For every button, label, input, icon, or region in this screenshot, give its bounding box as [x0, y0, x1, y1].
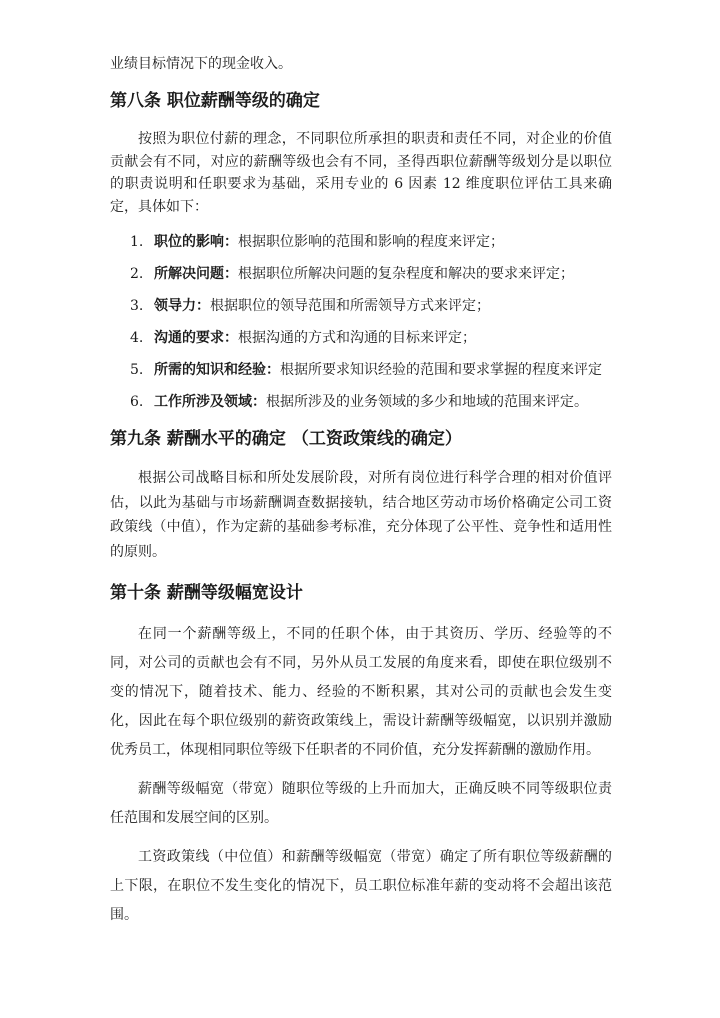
list-item-term: 沟通的要求：	[154, 330, 238, 346]
section-article-10	[110, 580, 612, 930]
section-article-9	[110, 426, 612, 564]
list-item-description: 根据职位所解决问题的复杂程度和解决的要求来评定；	[238, 266, 574, 282]
section-9-paragraph: 根据公司战略目标和所处发展阶段，对所有岗位进行科学合理的相对价值评估，以此为基础与市场薪酬调查数据接轨，结合地区劳动市场价格确定公司工资政策线（中值），作为定薪的基础参考标准，充分体现了公平性、竞争性和适用性的原则。	[110, 470, 612, 560]
list-item-term: 职位的影响：	[154, 234, 238, 250]
list-item	[110, 322, 612, 354]
list-item-number: 1.	[130, 234, 144, 250]
list-item-number: 5.	[130, 362, 144, 378]
list-item-number: 3.	[130, 298, 144, 314]
section-heading-article-9: 第九条 薪酬水平的确定 （工资政策线的确定）	[110, 429, 462, 449]
list-item-term: 所需的知识和经验：	[154, 362, 280, 378]
list-item-number: 4.	[130, 330, 144, 346]
list-item-term: 工作所涉及领域：	[154, 394, 266, 410]
section-article-8	[110, 88, 612, 418]
list-item-description: 根据职位的领导范围和所需领导方式来评定；	[210, 298, 490, 314]
list-item	[110, 386, 612, 418]
list-item-number: 2.	[130, 266, 144, 282]
section-heading-article-10: 第十条 薪酬等级幅宽设计	[110, 583, 303, 603]
document-page	[110, 52, 612, 940]
list-item	[110, 226, 612, 258]
section-10-paragraph-3: 工资政策线（中位值）和薪酬等级幅宽（带宽）确定了所有职位等级薪酬的上下限，在职位不发生变化的情况下，员工职位标准年薪的变动将不会超出该范围。	[110, 849, 612, 923]
section-10-paragraph-2: 薪酬等级幅宽（带宽）随职位等级的上升而加大，正确反映不同等级职位责任范围和发展空间的区别。	[110, 781, 612, 826]
list-item-description: 根据职位影响的范围和影响的程度来评定；	[238, 234, 504, 250]
list-item	[110, 354, 612, 386]
section-10-paragraph-1: 在同一个薪酬等级上，不同的任职个体，由于其资历、学历、经验等的不同，对公司的贡献也会有不同，另外从员工发展的角度来看，即使在职位级别不变的情况下，随着技术、能力、经验的不断积累，其对公司的贡献也会发生变化，因此在每个职位级别的薪资政策线上，需设计薪酬等级幅宽，以识别并激励优秀员工，体现相同职位等级下任职者的不同价值，充分发挥薪酬的激励作用。	[110, 626, 612, 758]
list-item	[110, 258, 612, 290]
list-item-description: 根据所涉及的业务领域的多少和地域的范围来评定。	[266, 394, 588, 410]
evaluation-criteria-list	[110, 226, 612, 418]
list-item-term: 所解决问题：	[154, 266, 238, 282]
list-item	[110, 290, 612, 322]
list-item-number: 6.	[130, 394, 144, 410]
list-item-description: 根据沟通的方式和沟通的目标来评定；	[238, 330, 476, 346]
list-item-description: 根据所要求知识经验的范围和要求掌握的程度来评定	[280, 362, 602, 378]
intro-line: 业绩目标情况下的现金收入。	[110, 56, 292, 72]
section-8-paragraph: 按照为职位付薪的理念，不同职位所承担的职责和责任不同，对企业的价值贡献会有不同，对应的薪酬等级也会有不同，圣得西职位薪酬等级划分是以职位的职责说明和任职要求为基础，采用专业的 6 因素 12 维度职位评估工具来确定，具体如下：	[110, 131, 612, 215]
list-item-term: 领导力：	[154, 298, 210, 314]
section-heading-article-8: 第八条 职位薪酬等级的确定	[110, 91, 320, 111]
